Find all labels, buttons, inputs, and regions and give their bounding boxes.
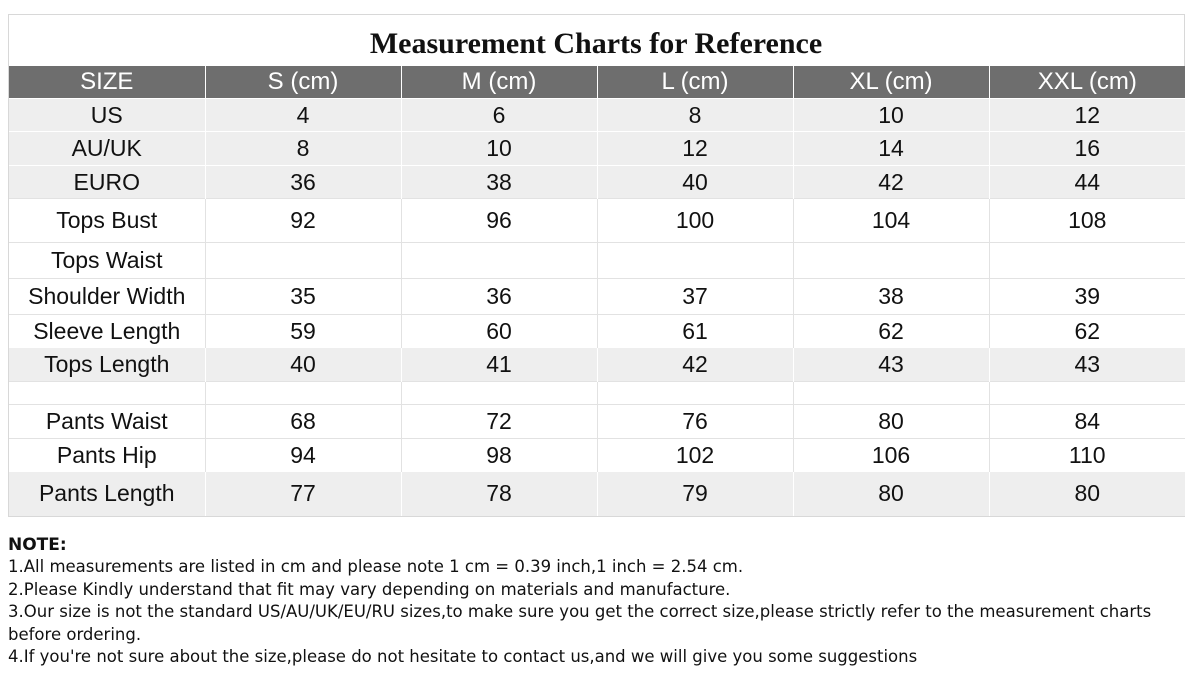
table-cell: [205, 382, 401, 405]
table-cell: 37: [597, 279, 793, 315]
header-size: SIZE: [9, 66, 205, 99]
row-label: AU/UK: [9, 132, 205, 166]
header-l: L (cm): [597, 66, 793, 99]
table-cell: 62: [793, 315, 989, 348]
note-line: before ordering.: [8, 624, 142, 644]
table-header-row: [9, 66, 1185, 99]
table-cell: 62: [989, 315, 1185, 348]
table-cell: 92: [205, 199, 401, 243]
row-label: Shoulder Width: [9, 279, 205, 315]
table-cell: 36: [401, 279, 597, 315]
table-cell: [793, 243, 989, 279]
row-label: Pants Waist: [9, 405, 205, 439]
table-cell: 96: [401, 199, 597, 243]
table-cell: 80: [793, 472, 989, 516]
table-cell: 78: [401, 472, 597, 516]
table-cell: [793, 382, 989, 405]
table-cell: 94: [205, 439, 401, 472]
page-title: Measurement Charts for Reference: [369, 27, 823, 60]
table-cell: 60: [401, 315, 597, 348]
table-cell: 39: [989, 279, 1185, 315]
table-row: [9, 382, 1185, 405]
table-cell: 76: [597, 405, 793, 439]
table-row: [9, 243, 1185, 279]
table-cell: 8: [205, 132, 401, 166]
table-cell: 59: [205, 315, 401, 348]
row-label: [9, 382, 205, 405]
table-cell: 40: [597, 166, 793, 199]
table-cell: 10: [793, 99, 989, 132]
table-row: [9, 279, 1185, 315]
row-label: EURO: [9, 166, 205, 199]
size-chart-table: [9, 66, 1185, 516]
table-body: [9, 99, 1185, 516]
table-cell: [401, 382, 597, 405]
table-cell: 79: [597, 472, 793, 516]
row-label: Sleeve Length: [9, 315, 205, 348]
table-cell: [989, 243, 1185, 279]
table-cell: 35: [205, 279, 401, 315]
table-cell: 80: [989, 472, 1185, 516]
table-cell: 38: [793, 279, 989, 315]
table-cell: [989, 382, 1185, 405]
table-cell: 80: [793, 405, 989, 439]
table-cell: 4: [205, 99, 401, 132]
table-cell: 43: [989, 348, 1185, 382]
table-cell: 102: [597, 439, 793, 472]
table-cell: 106: [793, 439, 989, 472]
row-label: Tops Waist: [9, 243, 205, 279]
table-cell: 68: [205, 405, 401, 439]
table-cell: 41: [401, 348, 597, 382]
header-m: M (cm): [401, 66, 597, 99]
table-row: [9, 315, 1185, 348]
header-s: S (cm): [205, 66, 401, 99]
table-cell: 108: [989, 199, 1185, 243]
table-cell: 16: [989, 132, 1185, 166]
table-cell: 104: [793, 199, 989, 243]
row-label: US: [9, 99, 205, 132]
table-row: [9, 439, 1185, 472]
table-cell: 44: [989, 166, 1185, 199]
table-cell: 98: [401, 439, 597, 472]
table-cell: [205, 243, 401, 279]
table-cell: 42: [597, 348, 793, 382]
note-line: 4.If you're not sure about the size,please do not hesitate to contact us,and we will give you some suggestions: [8, 647, 918, 667]
table-cell: 110: [989, 439, 1185, 472]
table-cell: 72: [401, 405, 597, 439]
table-cell: 36: [205, 166, 401, 199]
row-label: Pants Length: [9, 472, 205, 516]
table-cell: 61: [597, 315, 793, 348]
table-cell: [597, 382, 793, 405]
header-xl: XL (cm): [793, 66, 989, 99]
table-cell: 43: [793, 348, 989, 382]
table-cell: 42: [793, 166, 989, 199]
table-cell: 84: [989, 405, 1185, 439]
table-row: [9, 348, 1185, 382]
table-cell: 12: [989, 99, 1185, 132]
table-cell: 6: [401, 99, 597, 132]
notes-section: [8, 534, 1188, 669]
table-row: [9, 99, 1185, 132]
note-line: 2.Please Kindly understand that fit may vary depending on materials and manufacture.: [8, 579, 731, 599]
note-line: 1.All measurements are listed in cm and please note 1 cm = 0.39 inch,1 inch = 2.54 cm.: [8, 557, 744, 576]
table-cell: [401, 243, 597, 279]
table-row: [9, 199, 1185, 243]
table-cell: 100: [597, 199, 793, 243]
note-line: 3.Our size is not the standard US/AU/UK/EU/RU sizes,to make sure you get the correct size,please strictly refer to the measurement charts: [8, 602, 1152, 622]
table-cell: 8: [597, 99, 793, 132]
notes-heading: NOTE:: [8, 535, 67, 555]
row-label: Tops Bust: [9, 199, 205, 243]
table-cell: 12: [597, 132, 793, 166]
table-cell: 14: [793, 132, 989, 166]
table-row: [9, 472, 1185, 516]
table-cell: 10: [401, 132, 597, 166]
header-xxl: XXL (cm): [989, 66, 1185, 99]
table-cell: [597, 243, 793, 279]
row-label: Tops Length: [9, 348, 205, 382]
table-row: [9, 405, 1185, 439]
table-cell: 38: [401, 166, 597, 199]
row-label: Pants Hip: [9, 439, 205, 472]
table-cell: 77: [205, 472, 401, 516]
table-row: [9, 132, 1185, 166]
table-cell: 40: [205, 348, 401, 382]
table-row: [9, 166, 1185, 199]
